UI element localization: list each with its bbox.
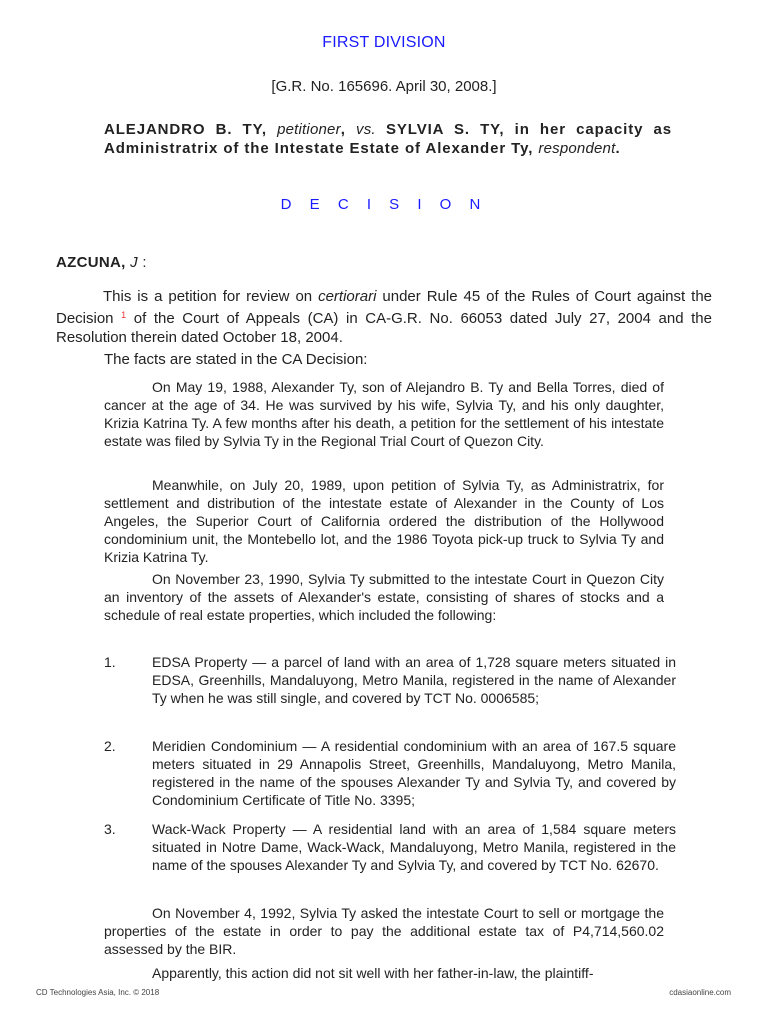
list-item-text: Meridien Condominium — A residential condominium with an area of 167.5 square meters situated in 29 Annapolis Street, Greenhills, Mandaluyong, Metro Manila, registered in the name of the spouses Alexander Ty and Sylvia Ty, and covered by Condominium Certificate of Title No. 3395; [152,738,676,808]
list-item-number: 1. [104,654,116,670]
paragraph-intro-text-a: This is a petition for review on [103,288,319,305]
list-item [104,653,676,707]
footnote-link[interactable]: 1 [121,310,127,320]
petitioner-role: petitioner [277,121,341,138]
petitioner-name: ALEJANDRO B. TY [104,121,262,138]
list-item [104,737,676,809]
quoted-paragraph-3: On November 23, 1990, Sylvia Ty submitted to the intestate Court in Quezon City an inventory of the assets of Alexander's estate, consisting of shares of stocks and a schedule of real estate properties, which included the following: [104,571,664,623]
division-heading: FIRST DIVISION [322,34,446,51]
list-item-text: Wack-Wack Property — A residential land with an area of 1,584 square meters situated in Notre Dame, Wack-Wack, Mandaluyong, Metro Manila, registered in the name of the spouses Alexander Ty and Sylvia Ty, and covered by TCT No. 62670. [152,821,676,873]
ponente-title: J [130,254,138,271]
decision-heading: D E C I S I O N [280,196,488,213]
versus: vs. [356,121,376,138]
certiorari-term: certiorari [318,288,377,305]
ponente-name: AZCUNA, [56,254,126,271]
paragraph-facts-intro: The facts are stated in the CA Decision: [104,351,368,368]
respondent-role: respondent [538,140,616,157]
list-item [104,820,676,874]
list-item-number: 2. [104,738,116,754]
quoted-paragraph-1: On May 19, 1988, Alexander Ty, son of Alejandro B. Ty and Bella Torres, died of cancer at the age of 34. He was survived by his wife, Sylvia Ty, and his only daughter, Krizia Katrina Ty. A few months after his death, a petition for the settlement of his intestate estate was filed by Sylvia Ty in the Regional Trial Court of Quezon City. [104,379,664,449]
quoted-paragraph-4: On November 4, 1992, Sylvia Ty asked the intestate Court to sell or mortgage the properties of the estate in order to pay the additional estate tax of P4,714,560.02 assessed by the BIR. [104,905,664,957]
paragraph-intro-text-b: under Rule 45 of the Rules of Court against the Decision [56,288,712,327]
list-item-text: EDSA Property — a parcel of land with an area of 1,728 square meters situated in EDSA, Greenhills, Mandaluyong, Metro Manila, registered in the name of Alexander Ty when he was still single, and covered by TCT No. 0006585; [152,654,676,706]
paragraph-intro [56,287,712,347]
quoted-paragraph-5: Apparently, this action did not sit well with her father-in-law, the plaintiff- [152,965,594,981]
ponente-tail: : [137,254,147,271]
quoted-paragraph-2: Meanwhile, on July 20, 1989, upon petition of Sylvia Ty, as Administratrix, for settlement and distribution of the intestate estate of Alexander in the County of Los Angeles, the Superior Court of California ordered the distribution of the Hollywood condominium unit, the Montebello lot, and the 1986 Toyota pick-up truck to Sylvia Ty and Krizia Katrina Ty. [104,477,664,565]
case-number: [G.R. No. 165696. April 30, 2008.] [271,78,497,95]
footer-site-link[interactable]: cdasiaonline.com [669,988,731,997]
footer-copyright: CD Technologies Asia, Inc. © 2018 [36,988,160,997]
paragraph-intro-text-c: of the Court of Appeals (CA) in CA-G.R. No. 66053 dated July 27, 2004 and the Resolution therein dated October 18, 2004. [56,310,712,346]
case-parties: ALEJANDRO B. TY, petitioner, vs. SYLVIA S. TY, in her capacity as Administratrix of the Intestate Estate of Alexander Ty, respondent. [104,121,672,157]
ponente [56,254,147,271]
respondent-name: SYLVIA S. TY, in her capacity as Administratrix of the Intestate Estate of Alexander Ty [104,121,672,157]
list-item-number: 3. [104,821,116,837]
